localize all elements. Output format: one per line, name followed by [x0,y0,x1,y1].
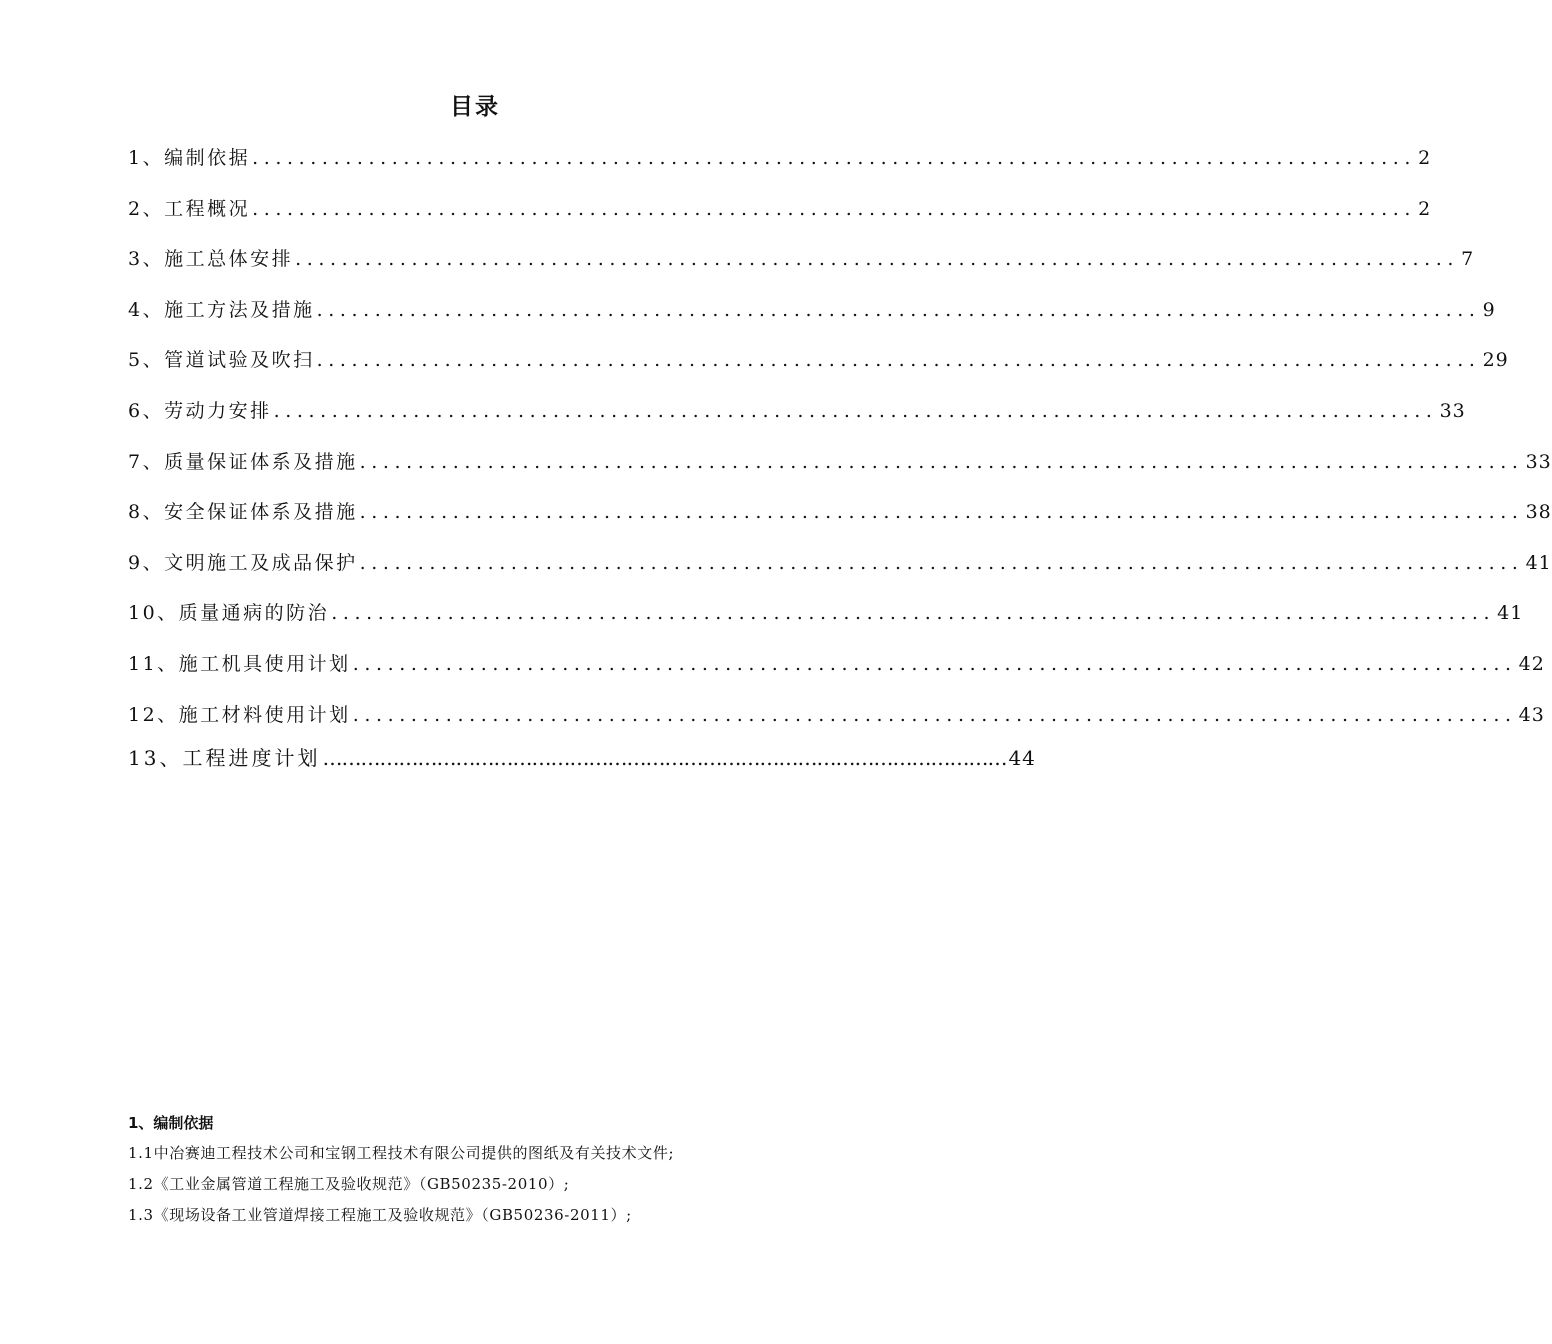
toc-entry-page: 41 [1497,602,1524,625]
toc-entry [128,497,1552,548]
toc-entry-page: 2 [1418,147,1432,169]
toc-entry-page: 2 [1418,197,1432,220]
toc-entry-label: 2、工程概况 [128,197,251,220]
toc-entry-page: 9 [1482,298,1496,321]
toc-entry [128,548,1552,599]
toc-entry [128,194,1432,245]
toc-leader-dots: .................................................................................................... [252,147,1417,169]
toc-entry [128,143,1432,194]
toc-entry-label: 13、工程进度计划 [128,746,321,771]
toc-leader-dots: ……………………………………………………………………………………………… [322,746,1007,771]
toc-entry-label: 4、施工方法及措施 [128,298,315,321]
toc-entry [128,345,1509,396]
toc-leader-dots: .................................................................................................... [331,602,1496,625]
toc-leader-dots: .................................................................................................... [295,248,1460,271]
toc-entry-label: 12、施工材料使用计划 [128,703,351,726]
toc-entry-page: 43 [1518,703,1545,726]
toc-entry-page: 42 [1518,652,1545,675]
toc-entry-page: 33 [1525,450,1552,473]
toc-leader-dots: .................................................................................................... [359,551,1524,574]
section-compilation-basis [128,1112,828,1235]
section-paragraph: 1.1中冶赛迪工程技术公司和宝钢工程技术有限公司提供的图纸及有关技术文件; [128,1144,675,1162]
toc-entry-label: 11、施工机具使用计划 [128,652,351,675]
toc-entry-label: 10、质量通病的防治 [128,602,330,625]
toc-entry [128,649,1545,700]
toc-leader-dots: .................................................................................................... [273,399,1438,422]
toc-leader-dots: .................................................................................................... [359,450,1524,473]
table-of-contents [128,143,1552,782]
toc-entry [128,295,1496,346]
toc-entry-label: 1、编制依据 [128,147,251,169]
section-paragraph: 1.2《工业金属管道工程施工及验收规范》（GB50235-2010）; [128,1175,570,1193]
toc-entry [128,244,1475,295]
toc-entry-page: 33 [1439,399,1466,422]
toc-title: 目录 [450,94,500,120]
toc-entry [128,447,1552,498]
toc-entry-label: 9、文明施工及成品保护 [128,551,358,574]
toc-leader-dots: .................................................................................................... [316,349,1481,372]
toc-entry-page: 7 [1461,248,1475,271]
toc-entry [128,742,1036,782]
toc-entry-label: 6、劳动力安排 [128,399,272,422]
toc-entry-page: 38 [1525,501,1552,524]
toc-entry-page: 44 [1008,746,1036,771]
toc-leader-dots: .................................................................................................... [352,703,1517,726]
toc-leader-dots: .................................................................................................... [352,652,1517,675]
toc-entry [128,598,1524,649]
section-paragraph: 1.3《现场设备工业管道焊接工程施工及验收规范》（GB50236-2011）; [128,1206,632,1224]
toc-entry-page: 29 [1482,349,1509,372]
toc-leader-dots: .................................................................................................... [359,501,1524,524]
toc-leader-dots: .................................................................................................... [316,298,1481,321]
toc-entry-label: 3、施工总体安排 [128,248,294,271]
toc-entry-label: 5、管道试验及吹扫 [128,349,315,372]
toc-leader-dots: .................................................................................................... [252,197,1417,220]
toc-entry-label: 7、质量保证体系及措施 [128,450,358,473]
toc-entry-label: 8、安全保证体系及措施 [128,501,358,524]
toc-entry [128,396,1466,447]
toc-entry-page: 41 [1525,551,1552,574]
section-heading: 1、编制依据 [128,1114,214,1132]
